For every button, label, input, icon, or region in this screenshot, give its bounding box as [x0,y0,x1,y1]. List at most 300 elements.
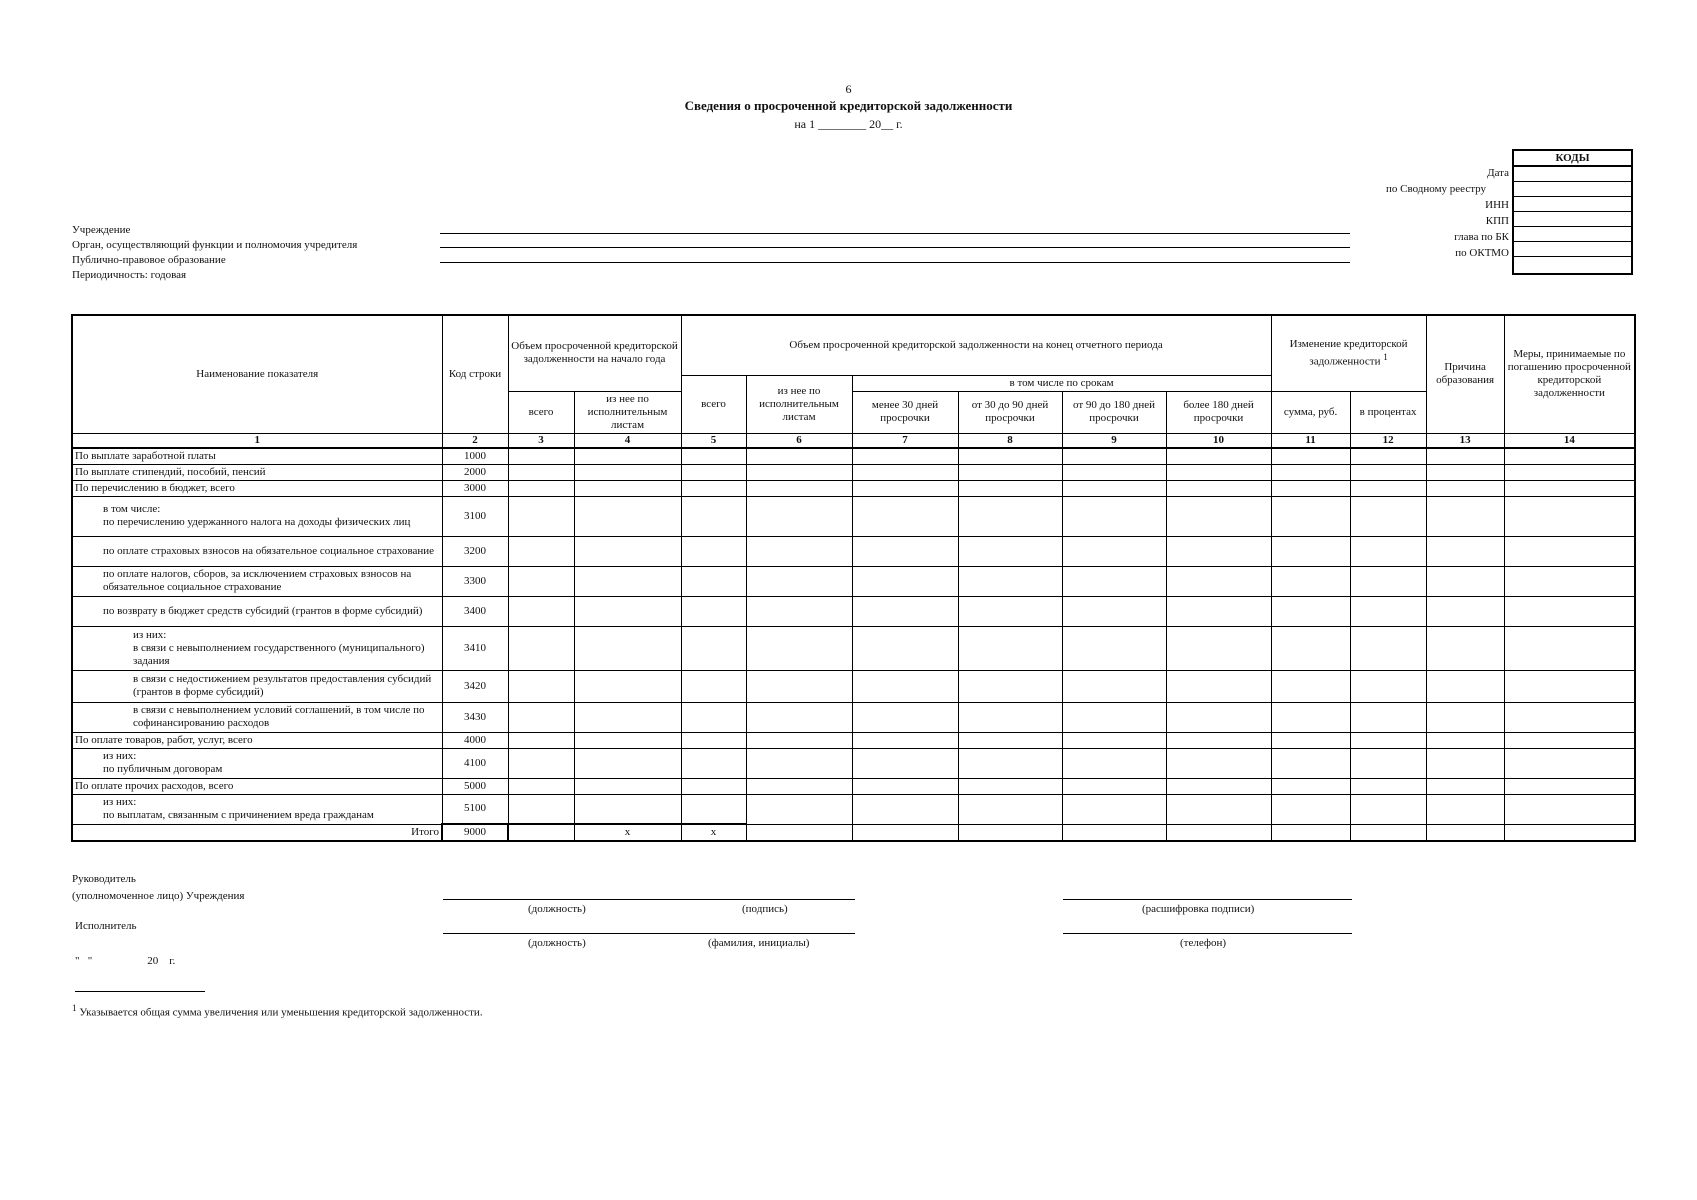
data-cell[interactable] [1426,596,1504,626]
table-row [72,464,1635,480]
data-cell[interactable] [1166,626,1271,670]
row-name [72,670,442,702]
header-term2: от 30 до 90 дней просрочки [958,391,1062,433]
data-cell[interactable] [508,596,574,626]
table-row [72,732,1635,748]
data-cell[interactable] [852,626,958,670]
data-cell[interactable] [1166,536,1271,566]
data-cell[interactable] [1350,566,1426,596]
data-cell[interactable] [1062,496,1166,536]
data-cell[interactable] [574,496,681,536]
row-name [72,626,442,670]
data-cell[interactable] [1271,748,1350,778]
total-row [72,824,1635,841]
data-cell[interactable] [1504,732,1635,748]
head-label-1: Руководитель [72,873,136,885]
row-name-text: По оплате товаров, работ, услуг, всего [75,733,253,746]
col-num: 12 [1350,433,1426,448]
column-numbers-row [72,433,1635,448]
row-code: 3400 [442,596,508,626]
data-cell[interactable] [1426,566,1504,596]
data-cell[interactable] [508,794,574,824]
footnote-separator [75,991,205,992]
data-cell[interactable] [574,464,681,480]
data-cell[interactable] [1350,596,1426,626]
data-cell[interactable] [1271,702,1350,732]
data-cell[interactable] [1166,748,1271,778]
row-name [72,566,442,596]
header-start-writs: из нее по исполнительным листам [574,391,681,433]
head-signature-line[interactable] [443,899,855,900]
public-entity-line[interactable] [440,262,1350,263]
col-num: 5 [681,433,746,448]
data-cell[interactable] [681,670,746,702]
executor-line[interactable] [443,933,855,934]
data-cell[interactable] [508,480,574,496]
data-cell[interactable] [1504,496,1635,536]
row-code: 1000 [442,448,508,465]
data-cell[interactable] [681,480,746,496]
data-cell[interactable] [958,448,1062,465]
data-cell[interactable] [681,702,746,732]
header-end-writs: из нее по исполнительным листам [746,375,852,433]
data-cell[interactable] [1271,464,1350,480]
data-cell[interactable] [681,778,746,794]
data-cell[interactable] [958,748,1062,778]
code-registry-cell[interactable] [1513,182,1632,197]
data-cell[interactable] [746,448,852,465]
header-change-group [1271,315,1426,391]
data-cell[interactable] [958,778,1062,794]
data-cell[interactable] [574,702,681,732]
row-name-text: по публичным договорам [103,763,223,775]
data-cell[interactable] [746,702,852,732]
header-change-text: Изменение кредиторской задолженности [1289,337,1408,368]
data-cell[interactable] [958,464,1062,480]
data-cell[interactable] [1350,702,1426,732]
data-cell[interactable] [508,626,574,670]
data-cell[interactable] [1504,596,1635,626]
data-cell[interactable] [1350,626,1426,670]
total-x-mark: x [681,824,746,841]
data-cell[interactable] [1062,794,1166,824]
data-cell[interactable] [508,748,574,778]
data-cell[interactable] [1271,670,1350,702]
row-name-text: по оплате страховых взносов на обязательное социальное страхование [103,544,435,557]
total-cell[interactable] [508,824,574,841]
data-cell[interactable] [574,748,681,778]
row-code: 5000 [442,778,508,794]
row-code: 3430 [442,702,508,732]
data-cell[interactable] [1166,480,1271,496]
data-cell[interactable] [1166,778,1271,794]
data-cell[interactable] [1350,732,1426,748]
head-signature-caption: (подпись) [742,903,788,915]
row-name-text: по перечислению удержанного налога на доходы физических лиц [103,516,411,528]
header-terms-group: в том числе по срокам [852,375,1271,391]
row-name-text: По оплате прочих расходов, всего [75,779,234,792]
data-cell[interactable] [958,480,1062,496]
head-decoding-line[interactable] [1063,899,1352,900]
header-change-sum: сумма, руб. [1271,391,1350,433]
row-name [72,480,442,496]
periodicity-label: Периодичность: годовая [72,269,187,281]
data-cell[interactable] [1062,732,1166,748]
data-cell[interactable] [681,748,746,778]
table-row [72,596,1635,626]
data-cell[interactable] [574,670,681,702]
founder-line[interactable] [440,247,1350,248]
col-num: 11 [1271,433,1350,448]
table-row [72,794,1635,824]
data-cell[interactable] [681,464,746,480]
code-label-registry: по Сводному реестру [1386,183,1486,195]
data-cell[interactable] [746,748,852,778]
data-cell[interactable] [1166,566,1271,596]
data-cell[interactable] [1271,480,1350,496]
row-name-text: по выплатам, связанным с причинением вреда гражданам [103,809,374,821]
data-cell[interactable] [852,596,958,626]
col-num: 6 [746,433,852,448]
header-start-total: всего [508,391,574,433]
col-num: 10 [1166,433,1271,448]
head-position-caption: (должность) [528,903,586,915]
col-num: 8 [958,433,1062,448]
executor-label: Исполнитель [75,920,137,932]
data-cell[interactable] [746,794,852,824]
row-name [72,448,442,465]
data-cell[interactable] [1426,794,1504,824]
header-change-pct: в процентах [1350,391,1426,433]
data-cell[interactable] [852,732,958,748]
total-cell[interactable] [1166,824,1271,841]
data-cell[interactable] [1271,496,1350,536]
data-cell[interactable] [1271,732,1350,748]
row-name-text: по оплате налогов, сборов, за исключением страховых взносов на обязательное социальное страхование [103,568,412,593]
data-cell[interactable] [1350,448,1426,465]
data-cell[interactable] [508,536,574,566]
data-cell[interactable] [681,496,746,536]
data-cell[interactable] [1350,480,1426,496]
data-cell[interactable] [852,566,958,596]
data-cell[interactable] [508,732,574,748]
data-cell[interactable] [1062,626,1166,670]
data-cell[interactable] [508,464,574,480]
table-row [72,626,1635,670]
table-row [72,670,1635,702]
data-cell[interactable] [1426,626,1504,670]
page-number: 6 [845,82,852,96]
row-code: 3000 [442,480,508,496]
row-code: 4000 [442,732,508,748]
data-cell[interactable] [681,448,746,465]
code-label-kpp: КПП [1485,215,1509,227]
row-name-prefix: из них: [103,750,137,762]
header-code: Код строки [442,315,508,433]
row-code: 3200 [442,536,508,566]
row-name-text: По выплате заработной платы [75,449,216,462]
total-cell[interactable] [852,824,958,841]
row-code: 2000 [442,464,508,480]
head-label-2: (уполномоченное лицо) Учреждения [72,890,245,902]
data-cell[interactable] [1166,596,1271,626]
data-cell[interactable] [574,480,681,496]
row-name [72,596,442,626]
data-cell[interactable] [1166,670,1271,702]
row-name-text: в связи с невыполнением условий соглашений, в том числе по софинансированию расходов [133,704,425,729]
data-cell[interactable] [1350,496,1426,536]
data-cell[interactable] [574,566,681,596]
data-cell[interactable] [1350,536,1426,566]
code-bk-cell[interactable] [1513,227,1632,242]
total-cell[interactable] [1504,824,1635,841]
col-num: 13 [1426,433,1504,448]
col-num: 7 [852,433,958,448]
data-cell[interactable] [852,748,958,778]
data-cell[interactable] [958,794,1062,824]
footnote-mark: 1 [72,1003,77,1013]
data-cell[interactable] [681,566,746,596]
data-cell[interactable] [1166,732,1271,748]
institution-line[interactable] [440,233,1350,234]
header-term1: менее 30 дней просрочки [852,391,958,433]
data-cell[interactable] [508,670,574,702]
header-name: Наименование показателя [72,315,442,433]
data-cell[interactable] [508,566,574,596]
data-cell[interactable] [1504,480,1635,496]
data-cell[interactable] [1504,748,1635,778]
report-date-line: на 1 ________ 20__ г. [794,117,903,131]
form-title: Сведения о просроченной кредиторской задолженности [684,98,1013,113]
total-cell[interactable] [958,824,1062,841]
col-num: 14 [1504,433,1635,448]
data-cell[interactable] [746,464,852,480]
total-cell[interactable] [746,824,852,841]
data-cell[interactable] [852,702,958,732]
total-x-mark: x [574,824,681,841]
data-cell[interactable] [958,596,1062,626]
data-cell[interactable] [1426,480,1504,496]
header-term3: от 90 до 180 дней просрочки [1062,391,1166,433]
data-cell[interactable] [958,670,1062,702]
data-cell[interactable] [746,732,852,748]
data-cell[interactable] [574,794,681,824]
total-cell[interactable] [1271,824,1350,841]
data-cell[interactable] [1271,794,1350,824]
data-cell[interactable] [852,480,958,496]
data-cell[interactable] [1504,566,1635,596]
data-cell[interactable] [746,536,852,566]
code-kpp-cell[interactable] [1513,212,1632,227]
data-cell[interactable] [1062,702,1166,732]
total-cell[interactable] [1426,824,1504,841]
data-cell[interactable] [958,702,1062,732]
data-cell[interactable] [958,496,1062,536]
table-row [72,778,1635,794]
table-row [72,702,1635,732]
footnote [72,1003,483,1019]
data-cell[interactable] [1426,732,1504,748]
data-cell[interactable] [1062,480,1166,496]
data-cell[interactable] [958,732,1062,748]
header-measures: Меры, принимаемые по погашению просроченной кредиторской задолженности [1504,315,1635,433]
data-cell[interactable] [852,496,958,536]
data-cell[interactable] [1504,536,1635,566]
data-cell[interactable] [1504,448,1635,465]
data-cell[interactable] [1062,778,1166,794]
col-num: 4 [574,433,681,448]
data-cell[interactable] [852,670,958,702]
col-num: 1 [72,433,442,448]
data-cell[interactable] [1350,670,1426,702]
data-cell[interactable] [1426,748,1504,778]
data-cell[interactable] [1062,596,1166,626]
data-cell[interactable] [958,626,1062,670]
table-row [72,496,1635,536]
row-name-text: в связи с недостижением результатов предоставления субсидий (грантов в форме субсидий) [133,673,432,698]
data-cell[interactable] [681,596,746,626]
row-code: 5100 [442,794,508,824]
total-code: 9000 [442,824,508,841]
data-cell[interactable] [746,496,852,536]
data-cell[interactable] [1350,794,1426,824]
data-cell[interactable] [1504,702,1635,732]
data-cell[interactable] [1426,464,1504,480]
row-code: 4100 [442,748,508,778]
data-cell[interactable] [1426,778,1504,794]
data-cell[interactable] [1426,702,1504,732]
data-cell[interactable] [574,536,681,566]
data-cell[interactable] [1166,464,1271,480]
data-cell[interactable] [958,536,1062,566]
data-cell[interactable] [1426,536,1504,566]
data-cell[interactable] [1271,778,1350,794]
data-cell[interactable] [1062,748,1166,778]
data-cell[interactable] [1426,670,1504,702]
row-code: 3410 [442,626,508,670]
data-cell[interactable] [1062,566,1166,596]
row-name [72,496,442,536]
row-name [72,464,442,480]
data-cell[interactable] [681,732,746,748]
data-cell[interactable] [681,794,746,824]
data-cell[interactable] [1426,448,1504,465]
row-name [72,778,442,794]
data-cell[interactable] [958,566,1062,596]
data-cell[interactable] [1504,794,1635,824]
founder-label: Орган, осуществляющий функции и полномочия учредителя [72,239,358,251]
code-date-cell[interactable] [1513,166,1632,182]
data-cell[interactable] [746,778,852,794]
data-cell[interactable] [852,448,958,465]
row-code: 3100 [442,496,508,536]
data-cell[interactable] [508,702,574,732]
data-cell[interactable] [746,670,852,702]
data-cell[interactable] [1504,464,1635,480]
codes-title: КОДЫ [1513,150,1632,166]
data-cell[interactable] [1504,670,1635,702]
data-cell[interactable] [681,536,746,566]
data-cell[interactable] [1062,536,1166,566]
data-cell[interactable] [1166,794,1271,824]
data-cell[interactable] [574,596,681,626]
row-name [72,702,442,732]
col-num: 3 [508,433,574,448]
institution-label: Учреждение [72,224,131,236]
data-cell[interactable] [1350,464,1426,480]
executor-fio-caption: (фамилия, инициалы) [708,937,810,949]
total-label: Итого [72,824,442,841]
data-cell[interactable] [1062,670,1166,702]
data-cell[interactable] [1350,748,1426,778]
data-cell[interactable] [1426,496,1504,536]
head-decoding-caption: (расшифровка подписи) [1142,903,1255,915]
data-cell[interactable] [852,794,958,824]
row-name [72,794,442,824]
row-name-text: в связи с невыполнением государственного (муниципального) задания [133,641,425,667]
data-cell[interactable] [746,596,852,626]
data-cell[interactable] [1166,448,1271,465]
data-cell[interactable] [574,732,681,748]
data-cell[interactable] [746,566,852,596]
footnote-text: Указывается общая сумма увеличения или уменьшения кредиторской задолженности. [79,1006,483,1019]
data-cell[interactable] [508,778,574,794]
data-cell[interactable] [1062,464,1166,480]
data-cell[interactable] [1062,448,1166,465]
total-cell[interactable] [1350,824,1426,841]
data-cell[interactable] [746,480,852,496]
code-oktmo-cell[interactable] [1513,242,1632,257]
data-cell[interactable] [1271,626,1350,670]
code-extra-cell[interactable] [1513,257,1632,275]
data-cell[interactable] [1504,626,1635,670]
data-cell[interactable] [1271,596,1350,626]
data-cell[interactable] [1504,778,1635,794]
row-name [72,732,442,748]
data-cell[interactable] [574,448,681,465]
data-cell[interactable] [1271,566,1350,596]
data-cell[interactable] [1271,448,1350,465]
data-cell[interactable] [852,778,958,794]
data-cell[interactable] [1350,778,1426,794]
row-name-prefix: из них: [103,796,137,808]
header-end-group: Объем просроченной кредиторской задолженности на конец отчетного периода [681,315,1271,375]
data-cell[interactable] [852,536,958,566]
code-inn-cell[interactable] [1513,197,1632,212]
data-cell[interactable] [508,448,574,465]
data-cell[interactable] [574,626,681,670]
row-name [72,748,442,778]
data-cell[interactable] [1271,536,1350,566]
row-name [72,536,442,566]
row-name-prefix: из них: [133,628,167,641]
data-cell[interactable] [852,464,958,480]
data-cell[interactable] [508,496,574,536]
data-cell[interactable] [1166,496,1271,536]
table-row [72,748,1635,778]
code-label-bk: глава по БК [1454,231,1509,243]
data-cell[interactable] [681,626,746,670]
table-row [72,536,1635,566]
data-cell[interactable] [1166,702,1271,732]
total-cell[interactable] [1062,824,1166,841]
data-cell[interactable] [746,626,852,670]
data-cell[interactable] [574,778,681,794]
signature-date-line: " " 20 г. [75,955,176,967]
header-end-total: всего [681,375,746,433]
executor-phone-line[interactable] [1063,933,1352,934]
row-name-text: по возврату в бюджет средств субсидий (грантов в форме субсидий) [103,604,423,617]
